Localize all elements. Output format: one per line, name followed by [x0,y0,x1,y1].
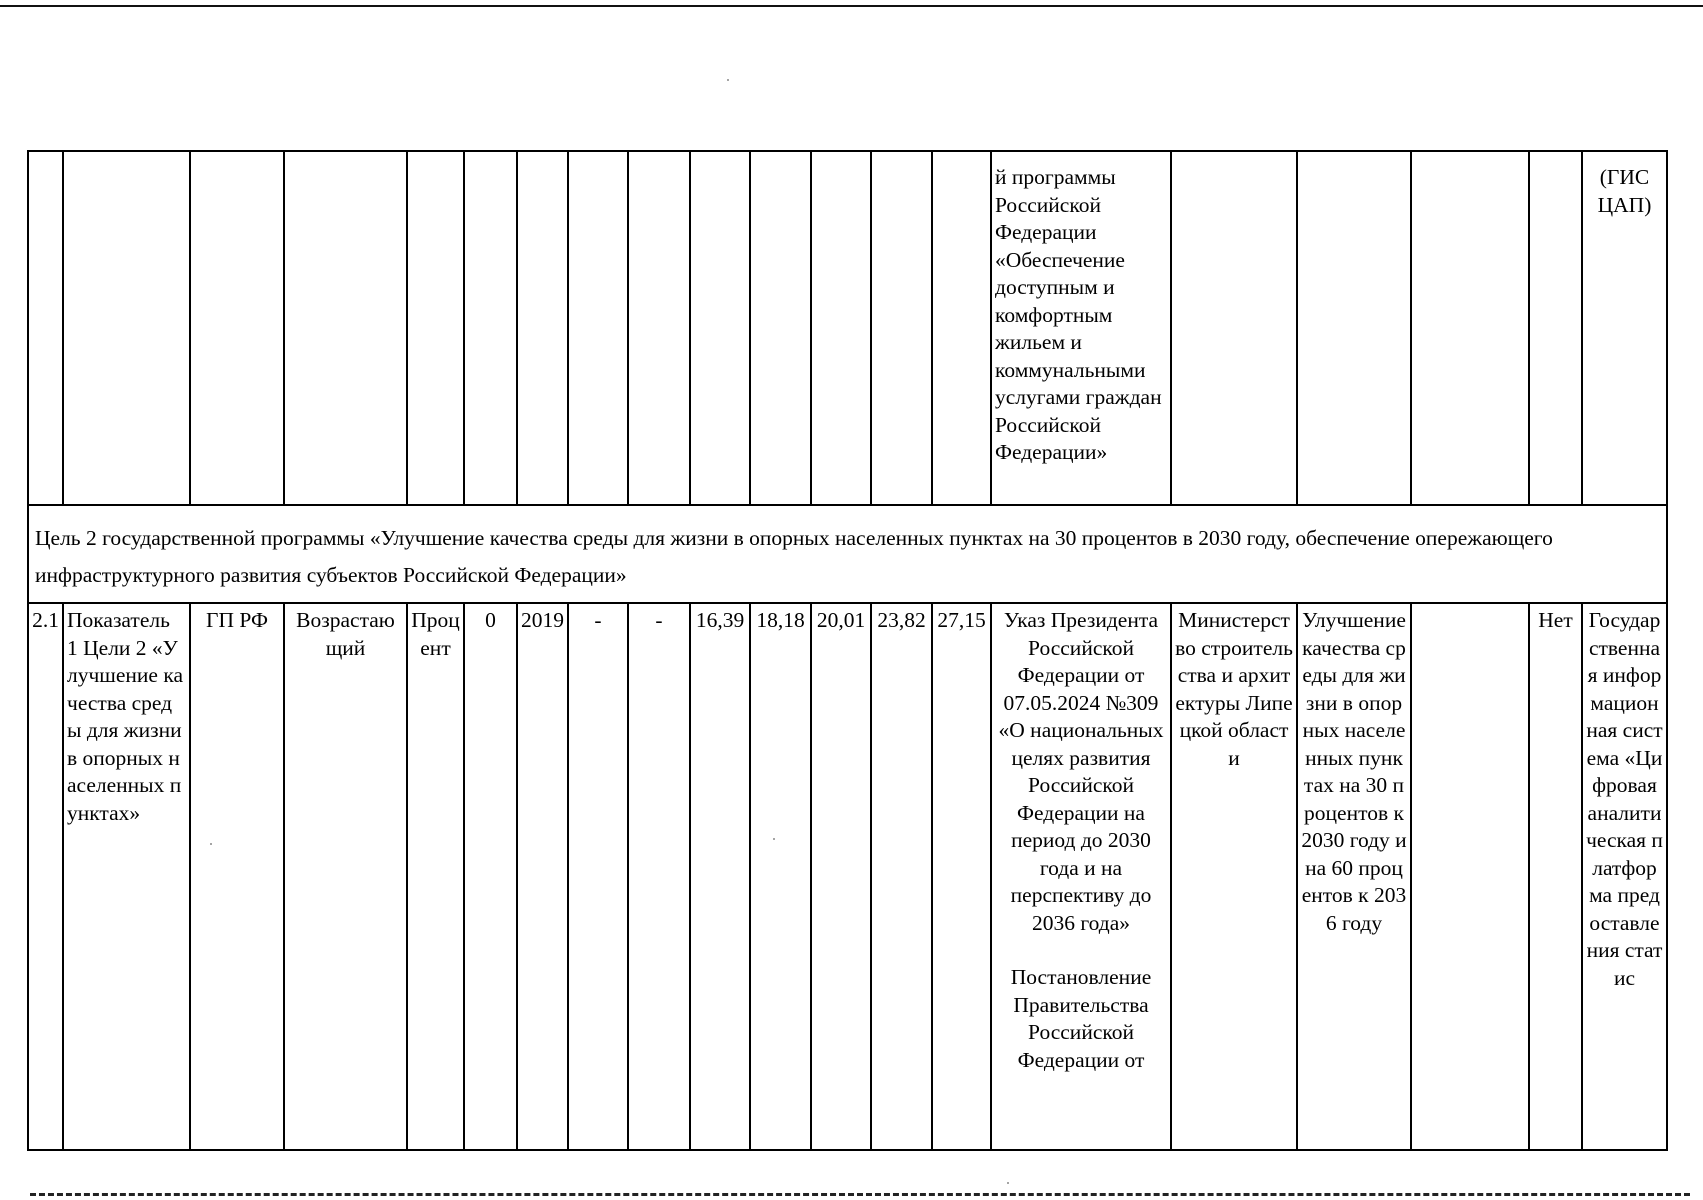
indicator-value-2: - [628,603,690,1150]
cont-cell-responsible [1171,151,1297,505]
indicator-flag: Нет [1529,603,1582,1150]
indicator-trend: Возрастающий [284,603,407,1150]
indicator-value-4: 18,18 [750,603,811,1150]
indicator-national-goal: Улучшение качества среды для жизни в опорных населенных пунктах на 30 процентов к 2030 году и на 60 процентов к 2036 году [1297,603,1411,1150]
indicator-unit: Процент [407,603,464,1150]
cont-program-text: й программы Российской Федерации «Обеспечение доступным и комфортным жильем и коммунальными услугами граждан Российской Федерации» [991,151,1171,505]
cont-cell-base-value [464,151,517,505]
bottom-edge-line [30,1193,1690,1196]
cont-system-text: (ГИС ЦАП) [1582,151,1667,505]
indicator-info-system: Государственная информационная система «Цифровая аналитическая платформа предоставления статис [1582,603,1667,1150]
cont-cell-value-6 [871,151,932,505]
indicators-table [27,150,1668,1151]
indicator-gp-link [1411,603,1529,1150]
indicator-level: ГП РФ [190,603,284,1150]
cont-cell-value-1 [568,151,628,505]
cont-cell-flag [1529,151,1582,505]
goal-row [28,505,1667,603]
indicator-value-3: 16,39 [690,603,750,1150]
cont-cell-name [63,151,190,505]
indicator-name: Показатель 1 Цели 2 «Улучшение качества среды для жизни в опорных населенных пунктах» [63,603,190,1150]
cont-cell-gp-link [1411,151,1529,505]
cont-cell-value-7 [932,151,991,505]
indicator-value-6: 23,82 [871,603,932,1150]
cont-cell-value-2 [628,151,690,505]
continuation-row [28,151,1667,505]
cont-cell-number [28,151,63,505]
cont-cell-value-4 [750,151,811,505]
scan-speck [727,79,729,81]
cont-cell-value-5 [811,151,871,505]
top-edge-line [0,5,1703,7]
cont-cell-base-year [517,151,568,505]
indicator-value-7: 27,15 [932,603,991,1150]
cont-cell-unit [407,151,464,505]
cont-cell-national-goal [1297,151,1411,505]
indicator-number: 2.1 [28,603,63,1150]
indicator-base-year: 2019 [517,603,568,1150]
document-decree: Указ Президента Российской Федерации от 07.05.2024 №309 «О национальных целях развития Российской Федерации на период до 2030 года и на перспективу до 2036 года» [998,608,1164,935]
indicator-value-1: - [568,603,628,1150]
scan-speck [1007,1182,1009,1184]
goal-text: Цель 2 государственной программы «Улучшение качества среды для жизни в опорных населенных пунктах на 30 процентов в 2030 году, обеспечение опережающего инфраструктурного развития субъектов Российской Федерации» [28,505,1667,603]
indicator-value-5: 20,01 [811,603,871,1150]
indicator-row [28,603,1667,1150]
document-resolution: Постановление Правительства Российской Федерации от [1010,965,1152,1072]
cont-cell-trend [284,151,407,505]
cont-cell-level [190,151,284,505]
indicator-responsible: Министерство строительства и архитектуры Липецкой области [1171,603,1297,1150]
indicator-documents [991,603,1171,1150]
cont-cell-value-3 [690,151,750,505]
indicator-base-value: 0 [464,603,517,1150]
